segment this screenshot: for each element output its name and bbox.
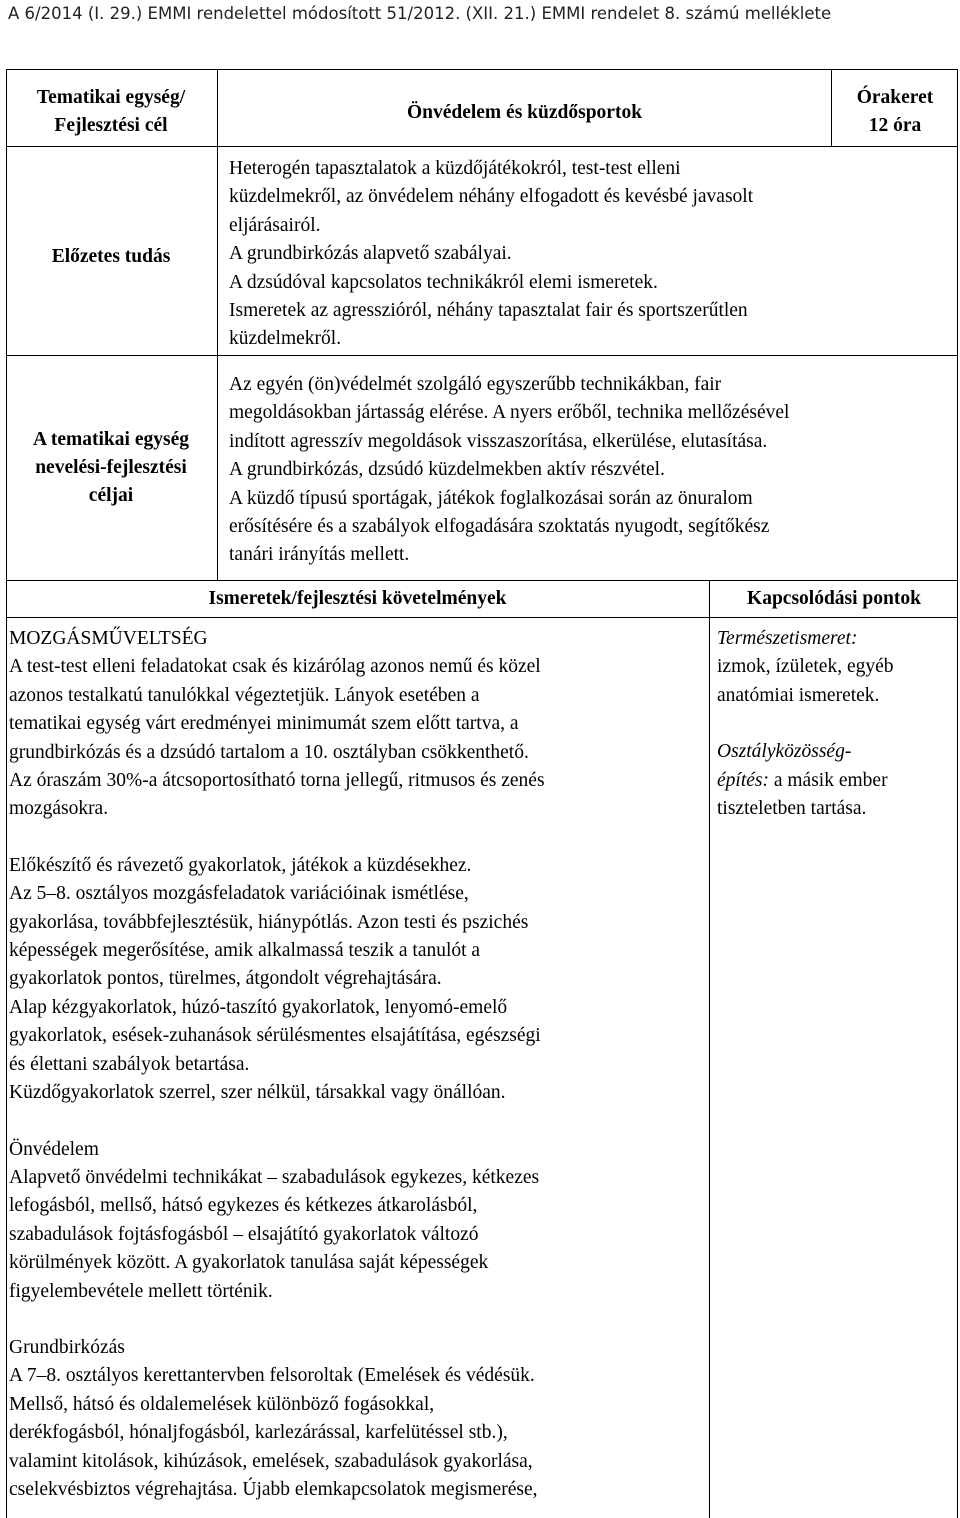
content-line: gyakorlása, továbbfejlesztésük, hiánypótlás. Azon testi és pszichés [9, 911, 529, 933]
goals-line: A grundbirkózás, dzsúdó küzdelmekben aktív részvétel. [229, 459, 665, 481]
row-divider-1 [6, 146, 958, 147]
connections-header: Kapcsolódási pontok [747, 588, 921, 609]
content-line: mozgásokra. [9, 798, 109, 820]
prior-line: A grundbirkózás alapvető szabályai. [229, 243, 512, 265]
prior-knowledge-label: Előzetes tudás [51, 246, 171, 267]
section-heading: Önvédelem [9, 1138, 99, 1160]
row-divider-3 [6, 580, 958, 581]
content-line: A test-test elleni feladatokat csak és kizárólag azonos nemű és közel [9, 656, 541, 678]
content-line: cselekvésbiztos végrehajtása. Újabb elemkapcsolatok megismerése, [9, 1478, 538, 1500]
content-line: valamint kitolások, kihúzások, emelések, szabadulások gyakorlása, [9, 1450, 533, 1472]
section-heading: Grundbirkózás [9, 1336, 125, 1358]
section-grundbirkozas [9, 1334, 707, 1504]
connection-community-building [717, 738, 955, 823]
prior-line: Ismeretek az agresszióról, néhány tapasztalat fair és sportszerűtlen [229, 300, 748, 322]
hours-label: Órakeret [856, 87, 934, 108]
topic-label-line1: Tematikai egység/ [36, 87, 186, 108]
content-line: lefogásból, mellső, hátsó egykezes és kétkezes átkarolásból, [9, 1195, 478, 1217]
connection-line: a másik ember [768, 769, 888, 791]
content-line: Előkészítő és rávezető gyakorlatok, játékok a küzdésekhez. [9, 854, 472, 876]
content-line: grundbirkózás és a dzsúdó tartalom a 10. osztályban csökkenthető. [9, 741, 529, 763]
content-line: Alap kézgyakorlatok, húzó-taszító gyakorlatok, lenyomó-emelő [9, 996, 508, 1018]
content-line: képességek megerősítése, amik alkalmassá teszik a tanulót a [9, 940, 481, 962]
prior-knowledge-text [229, 155, 954, 354]
connection-subject: Természetismeret: [717, 628, 858, 649]
goals-line: Az egyén (ön)védelmét szolgáló egyszerűbb technikákban, fair [229, 374, 722, 395]
goals-line: erősítésére és a szabályok elfogadására szoktatás nyugodt, segítőkész [229, 516, 770, 538]
goals-label-line3: céljai [88, 485, 134, 506]
row-divider-2 [6, 355, 958, 356]
content-line: és élettani szabályok betartása. [9, 1053, 250, 1075]
content-line: azonos testalkatú tanulókkal végeztetjük. Lányok esetében a [9, 684, 480, 706]
goals-text [229, 371, 954, 570]
goals-line: tanári irányítás mellett. [229, 544, 410, 566]
content-line: Küzdőgyakorlatok szerrel, szer nélkül, társakkal vagy önállóan. [9, 1082, 506, 1104]
goals-label-line1: A tematikai egység [33, 429, 189, 450]
hours-value: 12 óra [868, 115, 922, 136]
connection-subject: Osztályközösség- [717, 741, 852, 763]
section-onvedelem [9, 1136, 707, 1306]
requirements-content [9, 625, 707, 1504]
section-preparatory-exercises [9, 852, 707, 1108]
goals-line: A küzdő típusú sportágak, játékok foglalkozásai során az önuralom [229, 487, 753, 509]
goals-label-line2: nevelési-fejlesztési [35, 457, 187, 478]
goals-line: indított agresszív megoldások visszaszorítása, elkerülése, elutasítása. [229, 430, 768, 452]
row-divider-4 [6, 617, 958, 618]
goals-line: megoldásokban jártasság elérése. A nyers erőből, technika mellőzésével [229, 402, 790, 424]
content-line: Az óraszám 30%-a átcsoportosítható torna jellegű, ritmusos és zenés [9, 770, 545, 792]
topic-title: Önvédelem és küzdősportok [406, 102, 643, 123]
content-line: A 7–8. osztályos kerettantervben felsoroltak (Emelések és védésük. [9, 1365, 535, 1387]
content-line: Az 5–8. osztályos mozgásfeladatok variációinak ismétlése, [9, 883, 469, 905]
page-header: A 6/2014 (I. 29.) EMMI rendelettel módosított 51/2012. (XII. 21.) EMMI rendelet 8. számú melléklete [8, 4, 832, 23]
prior-line: küzdelmekről. [229, 328, 342, 350]
section-heading: MOZGÁSMŰVELTSÉG [9, 628, 208, 649]
content-line: Mellső, hátsó és oldalemelések különböző fogásokkal, [9, 1393, 435, 1415]
connection-line: tiszteletben tartása. [717, 798, 867, 820]
requirements-header: Ismeretek/fejlesztési követelmények [208, 588, 507, 609]
content-line: derékfogásból, hónaljfogásból, karlezárással, karfelütéssel stb.), [9, 1422, 508, 1444]
goals-label [6, 426, 216, 510]
prior-line: A dzsúdóval kapcsolatos technikákról elemi ismeretek. [229, 271, 658, 293]
connections-column-divider [709, 580, 710, 1518]
section-mozgasmuveltseg [9, 625, 707, 824]
topic-label [6, 84, 216, 140]
prior-line: küzdelmekről, az önvédelem néhány elfogadott és kevésbé javasolt [229, 186, 754, 208]
content-line: figyelembevétele mellett történik. [9, 1280, 273, 1302]
content-line: Alapvető önvédelmi technikákat – szabadulások egykezes, kétkezes [9, 1166, 540, 1188]
content-line: szabadulások fojtásfogásból – elsajátító gyakorlatok változó [9, 1223, 479, 1245]
connection-subject-cont: építés: [717, 769, 769, 791]
topic-label-line2: Fejlesztési cél [54, 115, 168, 136]
content-line: gyakorlatok, esések-zuhanások sérülésmentes elsajátítása, egészségi [9, 1025, 541, 1047]
prior-line: eljárásairól. [229, 214, 321, 236]
content-line: tematikai egység várt eredményei minimumát szem előtt tartva, a [9, 713, 519, 735]
content-line: körülmények között. A gyakorlatok tanulása saját képességek [9, 1252, 489, 1274]
connection-line: anatómiai ismeretek. [717, 684, 880, 706]
prior-line: Heterogén tapasztalatok a küzdőjátékokról, test-test elleni [229, 158, 681, 179]
connections-content [717, 625, 955, 823]
connection-line: izmok, ízületek, egyéb [717, 656, 894, 678]
content-line: gyakorlatok pontos, türelmes, átgondolt végrehajtására. [9, 968, 442, 990]
connection-natural-science [717, 625, 955, 710]
hours-cell [832, 84, 958, 140]
